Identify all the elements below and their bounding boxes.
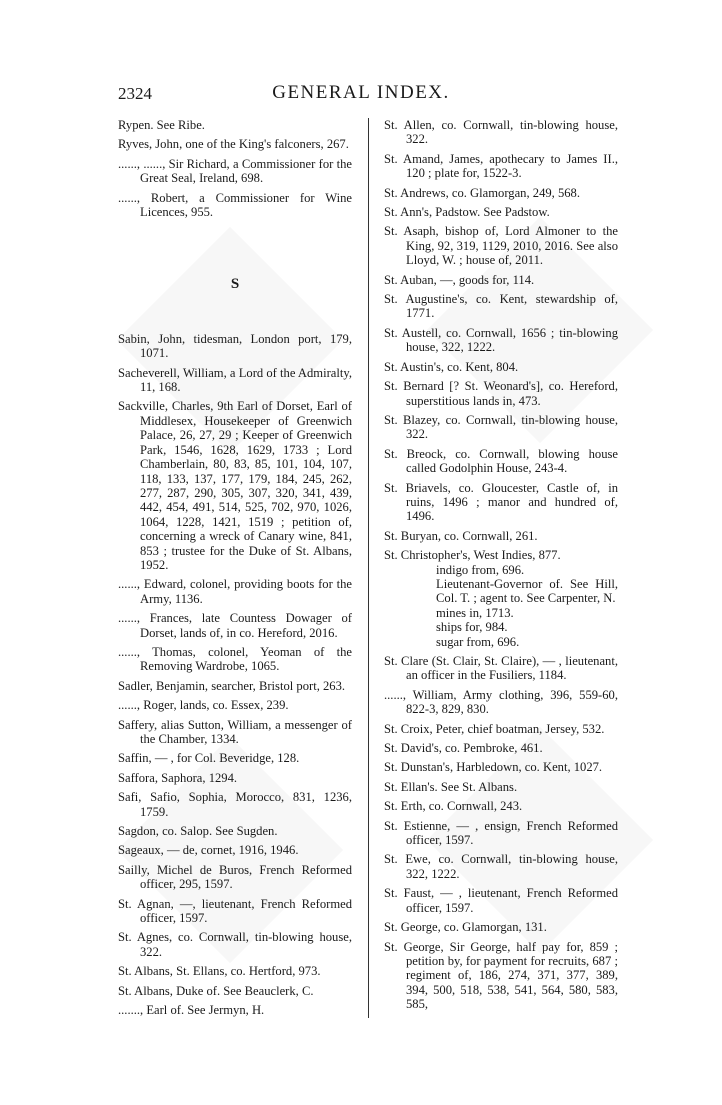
index-entry: St. Briavels, co. Gloucester, Castle of, in ruins, 1496 ; manor and hundred of, 1496. xyxy=(384,480,618,524)
index-entry: Ryves, John, one of the King's falconers, 267. xyxy=(118,137,349,152)
index-entry: ......, Roger, lands, co. Essex, 239. xyxy=(118,698,289,713)
index-entry: St. Allen, co. Cornwall, tin-blowing house, 322. xyxy=(384,118,618,147)
index-entry: St. Buryan, co. Cornwall, 261. xyxy=(384,528,538,543)
index-entry: St. Agnan, —, lieutenant, French Reformed officer, 1597. xyxy=(118,896,352,926)
sub-entry: ships for, 984. xyxy=(436,620,508,635)
index-entry: St. Breock, co. Cornwall, blowing house called Godolphin House, 243-4. xyxy=(384,446,618,476)
index-entry: St. Bernard [? St. Weonard's], co. Hereford, superstitious lands in, 473. xyxy=(384,379,618,408)
index-entry: St. Croix, Peter, chief boatman, Jersey, 532. xyxy=(384,721,605,736)
index-entry: Saffora, Saphora, 1294. xyxy=(118,770,238,785)
page-title: GENERAL INDEX. xyxy=(272,82,450,103)
section-letter: S xyxy=(230,276,240,293)
entry-head: St. Christopher's, West Indies, 877. xyxy=(384,548,561,563)
index-entry: St. George, co. Glamorgan, 131. xyxy=(384,920,547,935)
index-entry: Rypen. See Ribe. xyxy=(118,118,205,132)
index-entry: St. Auban, —, goods for, 114. xyxy=(384,272,535,287)
index-entry: St. Austin's, co. Kent, 804. xyxy=(384,359,519,374)
index-entry: St. Albans, St. Ellans, co. Hertford, 973. xyxy=(118,964,321,979)
index-entry: St. Andrews, co. Glamorgan, 249, 568. xyxy=(384,185,581,200)
left-entries-after xyxy=(118,332,352,1018)
index-entry: St. David's, co. Pembroke, 461. xyxy=(384,741,543,756)
index-entry: St. George, Sir George, half pay for, 859 ; petition by, for payment for recruits, 687 ; regiment of, 186, 274, 371, 377, 389, 394, 500, 518, 538, 541, 564, 580, 583, 585, xyxy=(384,939,618,1012)
index-entry: St. Estienne, — , ensign, French Reformed officer, 1597. xyxy=(384,818,618,848)
column-divider xyxy=(368,118,369,1018)
index-entry: St. Augustine's, co. Kent, stewardship of, 1771. xyxy=(384,292,618,321)
index-entry: ......, Robert, a Commissioner for Wine Licences, 955. xyxy=(118,190,352,220)
left-column xyxy=(118,118,352,1023)
sub-entry: mines in, 1713. xyxy=(436,605,514,620)
index-entry: St. Agnes, co. Cornwall, tin-blowing house, 322. xyxy=(118,930,352,959)
index-entry: ......, Thomas, colonel, Yeoman of the Removing Wardrobe, 1065. xyxy=(118,644,352,674)
index-entry: St. Blazey, co. Cornwall, tin-blowing house, 322. xyxy=(384,412,618,442)
index-entry: St. Ann's, Padstow. See Padstow. xyxy=(384,205,550,220)
index-entry: St. Austell, co. Cornwall, 1656 ; tin-blowing house, 322, 1222. xyxy=(384,325,618,355)
index-entry: Sagdon, co. Salop. See Sugden. xyxy=(118,824,278,839)
index-entry: ......, William, Army clothing, 396, 559-60, 822-3, 829, 830. xyxy=(384,687,618,717)
index-entry: Sacheverell, William, a Lord of the Admiralty, 11, 168. xyxy=(118,365,352,395)
right-column xyxy=(384,118,618,1017)
index-entry: ......., Earl of. See Jermyn, H. xyxy=(118,1003,265,1018)
index-entry: Safi, Safio, Sophia, Morocco, 831, 1236, 1759. xyxy=(118,790,352,819)
index-entry: ......, ......, Sir Richard, a Commissioner for the Great Seal, Ireland, 698. xyxy=(118,156,352,186)
index-entry: St. Asaph, bishop of, Lord Almoner to the King, 92, 319, 1129, 2010, 2016. See also Lloyd, W. ; house of, 2011. xyxy=(384,224,618,268)
index-entry: Sabin, John, tidesman, London port, 179, 1071. xyxy=(118,331,352,361)
page-number: 2324 xyxy=(118,84,152,103)
index-entry: Sailly, Michel de Buros, French Reformed officer, 295, 1597. xyxy=(118,862,352,892)
index-entry: Sageaux, — de, cornet, 1916, 1946. xyxy=(118,843,299,858)
sub-entries xyxy=(406,563,618,649)
index-entry-christophers xyxy=(384,548,618,649)
index-entry: St. Dunstan's, Harbledown, co. Kent, 1027. xyxy=(384,760,603,775)
index-entry: St. Erth, co. Cornwall, 243. xyxy=(384,799,523,814)
sub-entry: sugar from, 696. xyxy=(436,634,520,649)
index-entry: ......, Edward, colonel, providing boots for the Army, 1136. xyxy=(118,577,352,606)
index-entry: St. Clare (St. Clair, St. Claire), — , lieutenant, an officer in the Fusiliers, 1184. xyxy=(384,654,618,683)
index-entry: St. Albans, Duke of. See Beauclerk, C. xyxy=(118,983,314,998)
right-entries xyxy=(384,118,618,543)
left-entries-before xyxy=(118,118,352,219)
index-entry: St. Amand, James, apothecary to James II., 120 ; plate for, 1522-3. xyxy=(384,151,618,181)
index-entry: St. Ewe, co. Cornwall, tin-blowing house, 322, 1222. xyxy=(384,852,618,881)
index-entry: St. Faust, — , lieutenant, French Reformed officer, 1597. xyxy=(384,886,618,915)
index-entry: Saffery, alias Sutton, William, a messenger of the Chamber, 1334. xyxy=(118,717,352,746)
index-entry: Sadler, Benjamin, searcher, Bristol port, 263. xyxy=(118,678,346,693)
index-entry: Sackville, Charles, 9th Earl of Dorset, Earl of Middlesex, Housekeeper of Greenwich Palace, 26, 27, 29 ; Keeper of Greenwich Park, 1546, 1628, 1629, 1733 ; Lord Chamberlain, 80, 83, 85, 101, 104, 107, 118, 133, 137, 177, 179, 184, 245, 262, 277, 287, 290, 305, 307, 320, 341, 439, 442, 454, 491, 514, 525, 702, 970, 1026, 1064, 1228, 1421, 1519 ; petition of, concerning a wreck of Canary wine, 841, 853 ; trustee for the Duke of St. Albans, 1952. xyxy=(118,399,352,572)
sub-entry: Lieutenant-Governor of. See Hill, Col. T. ; agent to. See Carpenter, N. xyxy=(436,576,618,606)
index-entry: Saffin, — , for Col. Beveridge, 128. xyxy=(118,751,300,766)
index-entry: St. Ellan's. See St. Albans. xyxy=(384,779,518,794)
sub-entry: indigo from, 696. xyxy=(436,562,525,577)
index-entry: ......, Frances, late Countess Dowager of Dorset, lands of, in co. Hereford, 2016. xyxy=(118,611,352,640)
right-entries-after xyxy=(384,654,618,1012)
